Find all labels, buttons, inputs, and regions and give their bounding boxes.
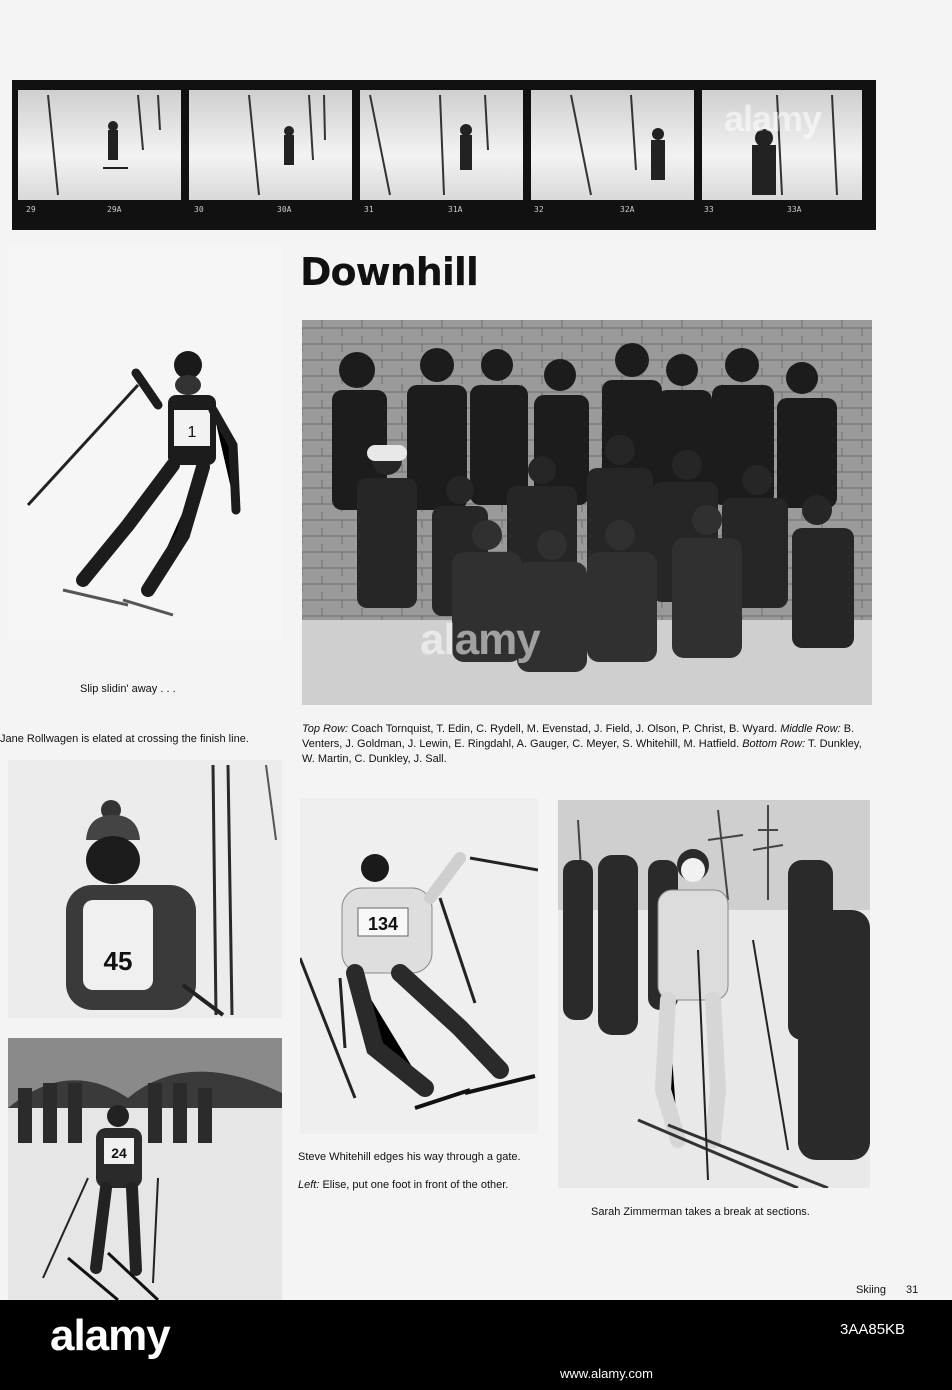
caption-jane: Jane Rollwagen is elated at crossing the finish line.	[0, 733, 249, 745]
frame-number: 31	[364, 205, 374, 214]
photo-skier-45	[8, 760, 282, 1018]
caption-row-label: Top Row:	[302, 723, 349, 735]
caption-row-names: B. Venters, J. Goldman, J. Lewin, E. Ringdahl, A. Gauger, C. Meyer, S. Whitehill, M. Hatfield.	[302, 723, 855, 750]
image-id: 3AA85KB	[840, 1321, 906, 1338]
caption-sarah: Sarah Zimmerman takes a break at sections.	[591, 1206, 810, 1218]
folio-section: Skiing	[856, 1284, 886, 1296]
photo-skier-24	[8, 1038, 282, 1300]
caption-row-label: Bottom Row:	[742, 738, 806, 750]
bib-number: 45	[103, 946, 133, 976]
caption-row-names: T. Dunkley, W. Martin, C. Dunkley, J. Sall.	[302, 738, 862, 765]
film-frame	[360, 90, 523, 200]
caption-elise-text: Elise, put one foot in front of the other.	[322, 1179, 509, 1191]
watermark-logo: alamy	[50, 1311, 170, 1360]
photo-slalom-skier	[8, 245, 282, 640]
photo-team	[302, 320, 872, 705]
frame-number: 30A	[277, 205, 292, 214]
frame-number: 31A	[448, 205, 463, 214]
film-frame	[18, 90, 181, 200]
bib-number: 1	[187, 424, 197, 441]
bib-number: 134	[367, 914, 399, 934]
caption-elise	[298, 1178, 513, 1193]
watermark-url: www.alamy.com	[560, 1366, 653, 1381]
watermark-logo: alamy	[724, 98, 822, 139]
caption-row-label: Middle Row:	[780, 723, 841, 735]
frame-number: 29A	[107, 205, 122, 214]
frame-number: 32	[534, 205, 544, 214]
page-number: 31	[906, 1284, 919, 1296]
frame-number: 33A	[787, 205, 802, 214]
caption-slip: Slip slidin' away . . .	[80, 683, 176, 695]
film-frame	[531, 90, 694, 200]
caption-steve: Steve Whitehill edges his way through a gate.	[298, 1151, 521, 1163]
film-frame	[702, 90, 862, 200]
film-frame	[189, 90, 352, 200]
photo-steve-whitehill	[300, 798, 538, 1134]
page-title: Downhill	[300, 250, 478, 294]
caption-direction-label: Left:	[298, 1179, 320, 1191]
caption-team	[302, 722, 876, 767]
bib-number: 24	[111, 1145, 127, 1161]
watermark-logo: alamy	[420, 615, 540, 664]
frame-number: 30	[194, 205, 204, 214]
filmstrip	[12, 80, 876, 230]
frame-number: 33	[704, 205, 714, 214]
frame-number: 32A	[620, 205, 635, 214]
frame-number: 29	[26, 205, 36, 214]
photo-sarah-zimmerman	[558, 800, 870, 1188]
caption-row-names: Coach Tornquist, T. Edin, C. Rydell, M. Evenstad, J. Field, J. Olson, P. Christ, B. Wyard.	[351, 723, 778, 735]
